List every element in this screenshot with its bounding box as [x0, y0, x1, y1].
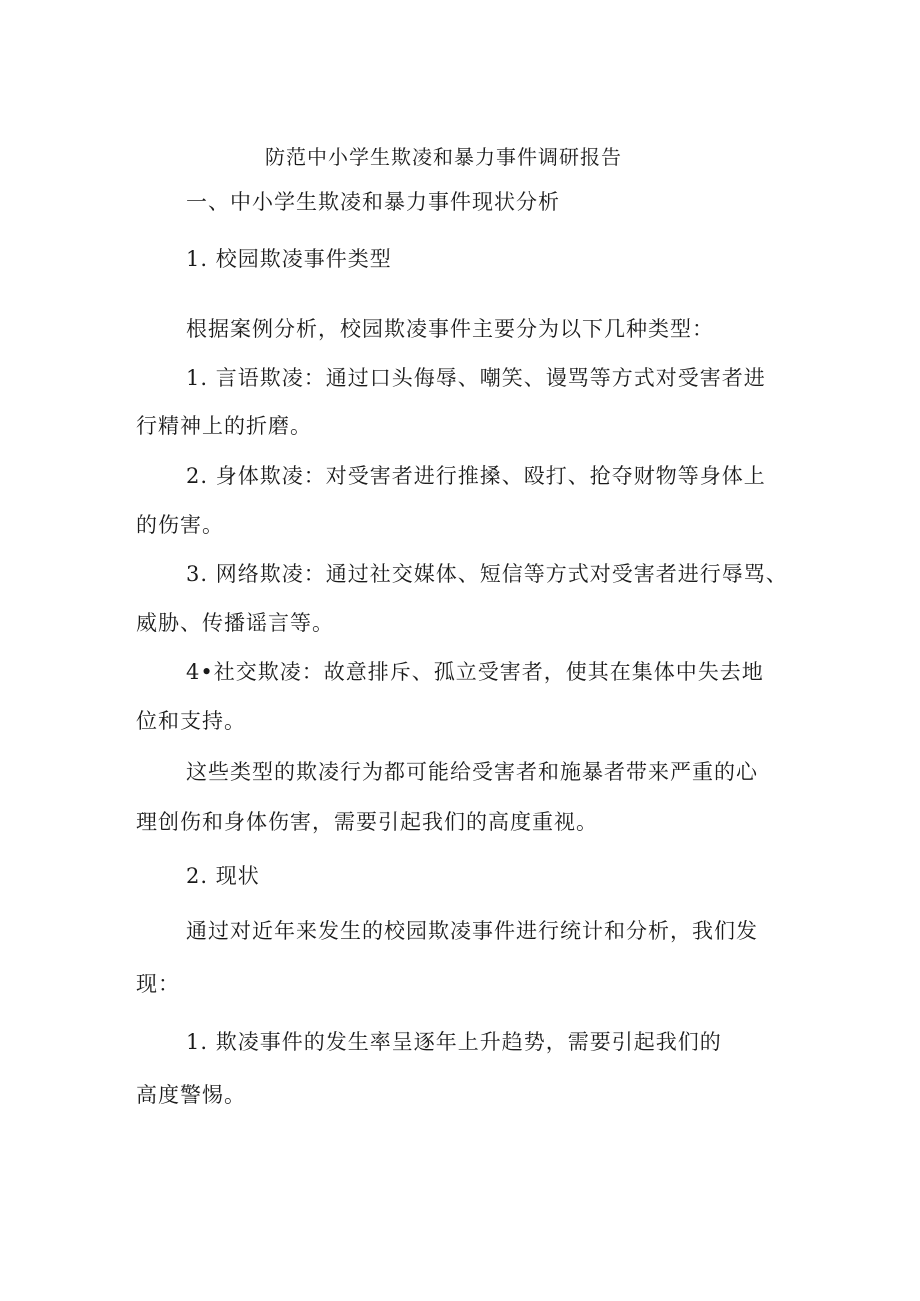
document-title: 防范中小学生欺凌和暴力事件调研报告 [265, 145, 622, 169]
subsection-heading-status: 2. 现状 [186, 864, 260, 888]
type-physical-line2: 的伤害。 [136, 513, 224, 537]
intro-paragraph: 根据案例分析，校园欺凌事件主要分为以下几种类型： [186, 317, 714, 341]
type-verbal-line1: 1. 言语欺凌：通过口头侮辱、嘲笑、谩骂等方式对受害者进 [186, 366, 766, 390]
summary-line2: 理创伤和身体伤害，需要引起我们的高度重视。 [136, 810, 598, 834]
type-cyber-line2: 威胁、传播谣言等。 [136, 611, 334, 635]
status-intro-line2: 现： [136, 972, 180, 996]
type-verbal-line2: 行精神上的折磨。 [136, 414, 312, 438]
type-social-line2: 位和支持。 [136, 709, 246, 733]
finding1-line1: 1. 欺凌事件的发生率呈逐年上升趋势，需要引起我们的 [186, 1030, 722, 1054]
type-cyber-line1: 3. 网络欺凌：通过社交媒体、短信等方式对受害者进行辱骂、 [186, 562, 788, 586]
status-intro-line1: 通过对近年来发生的校园欺凌事件进行统计和分析，我们发 [186, 919, 758, 943]
section-heading: 一、中小学生欺凌和暴力事件现状分析 [186, 190, 560, 214]
summary-line1: 这些类型的欺凌行为都可能给受害者和施暴者带来严重的心 [186, 760, 758, 784]
type-social-line1: 4•社交欺凌：故意排斥、孤立受害者，使其在集体中失去地 [186, 660, 764, 684]
subsection-heading-types: 1. 校园欺凌事件类型 [186, 247, 392, 271]
finding1-line2: 高度警惕。 [136, 1083, 246, 1107]
type-physical-line1: 2. 身体欺凌：对受害者进行推搡、殴打、抢夺财物等身体上 [186, 464, 766, 488]
